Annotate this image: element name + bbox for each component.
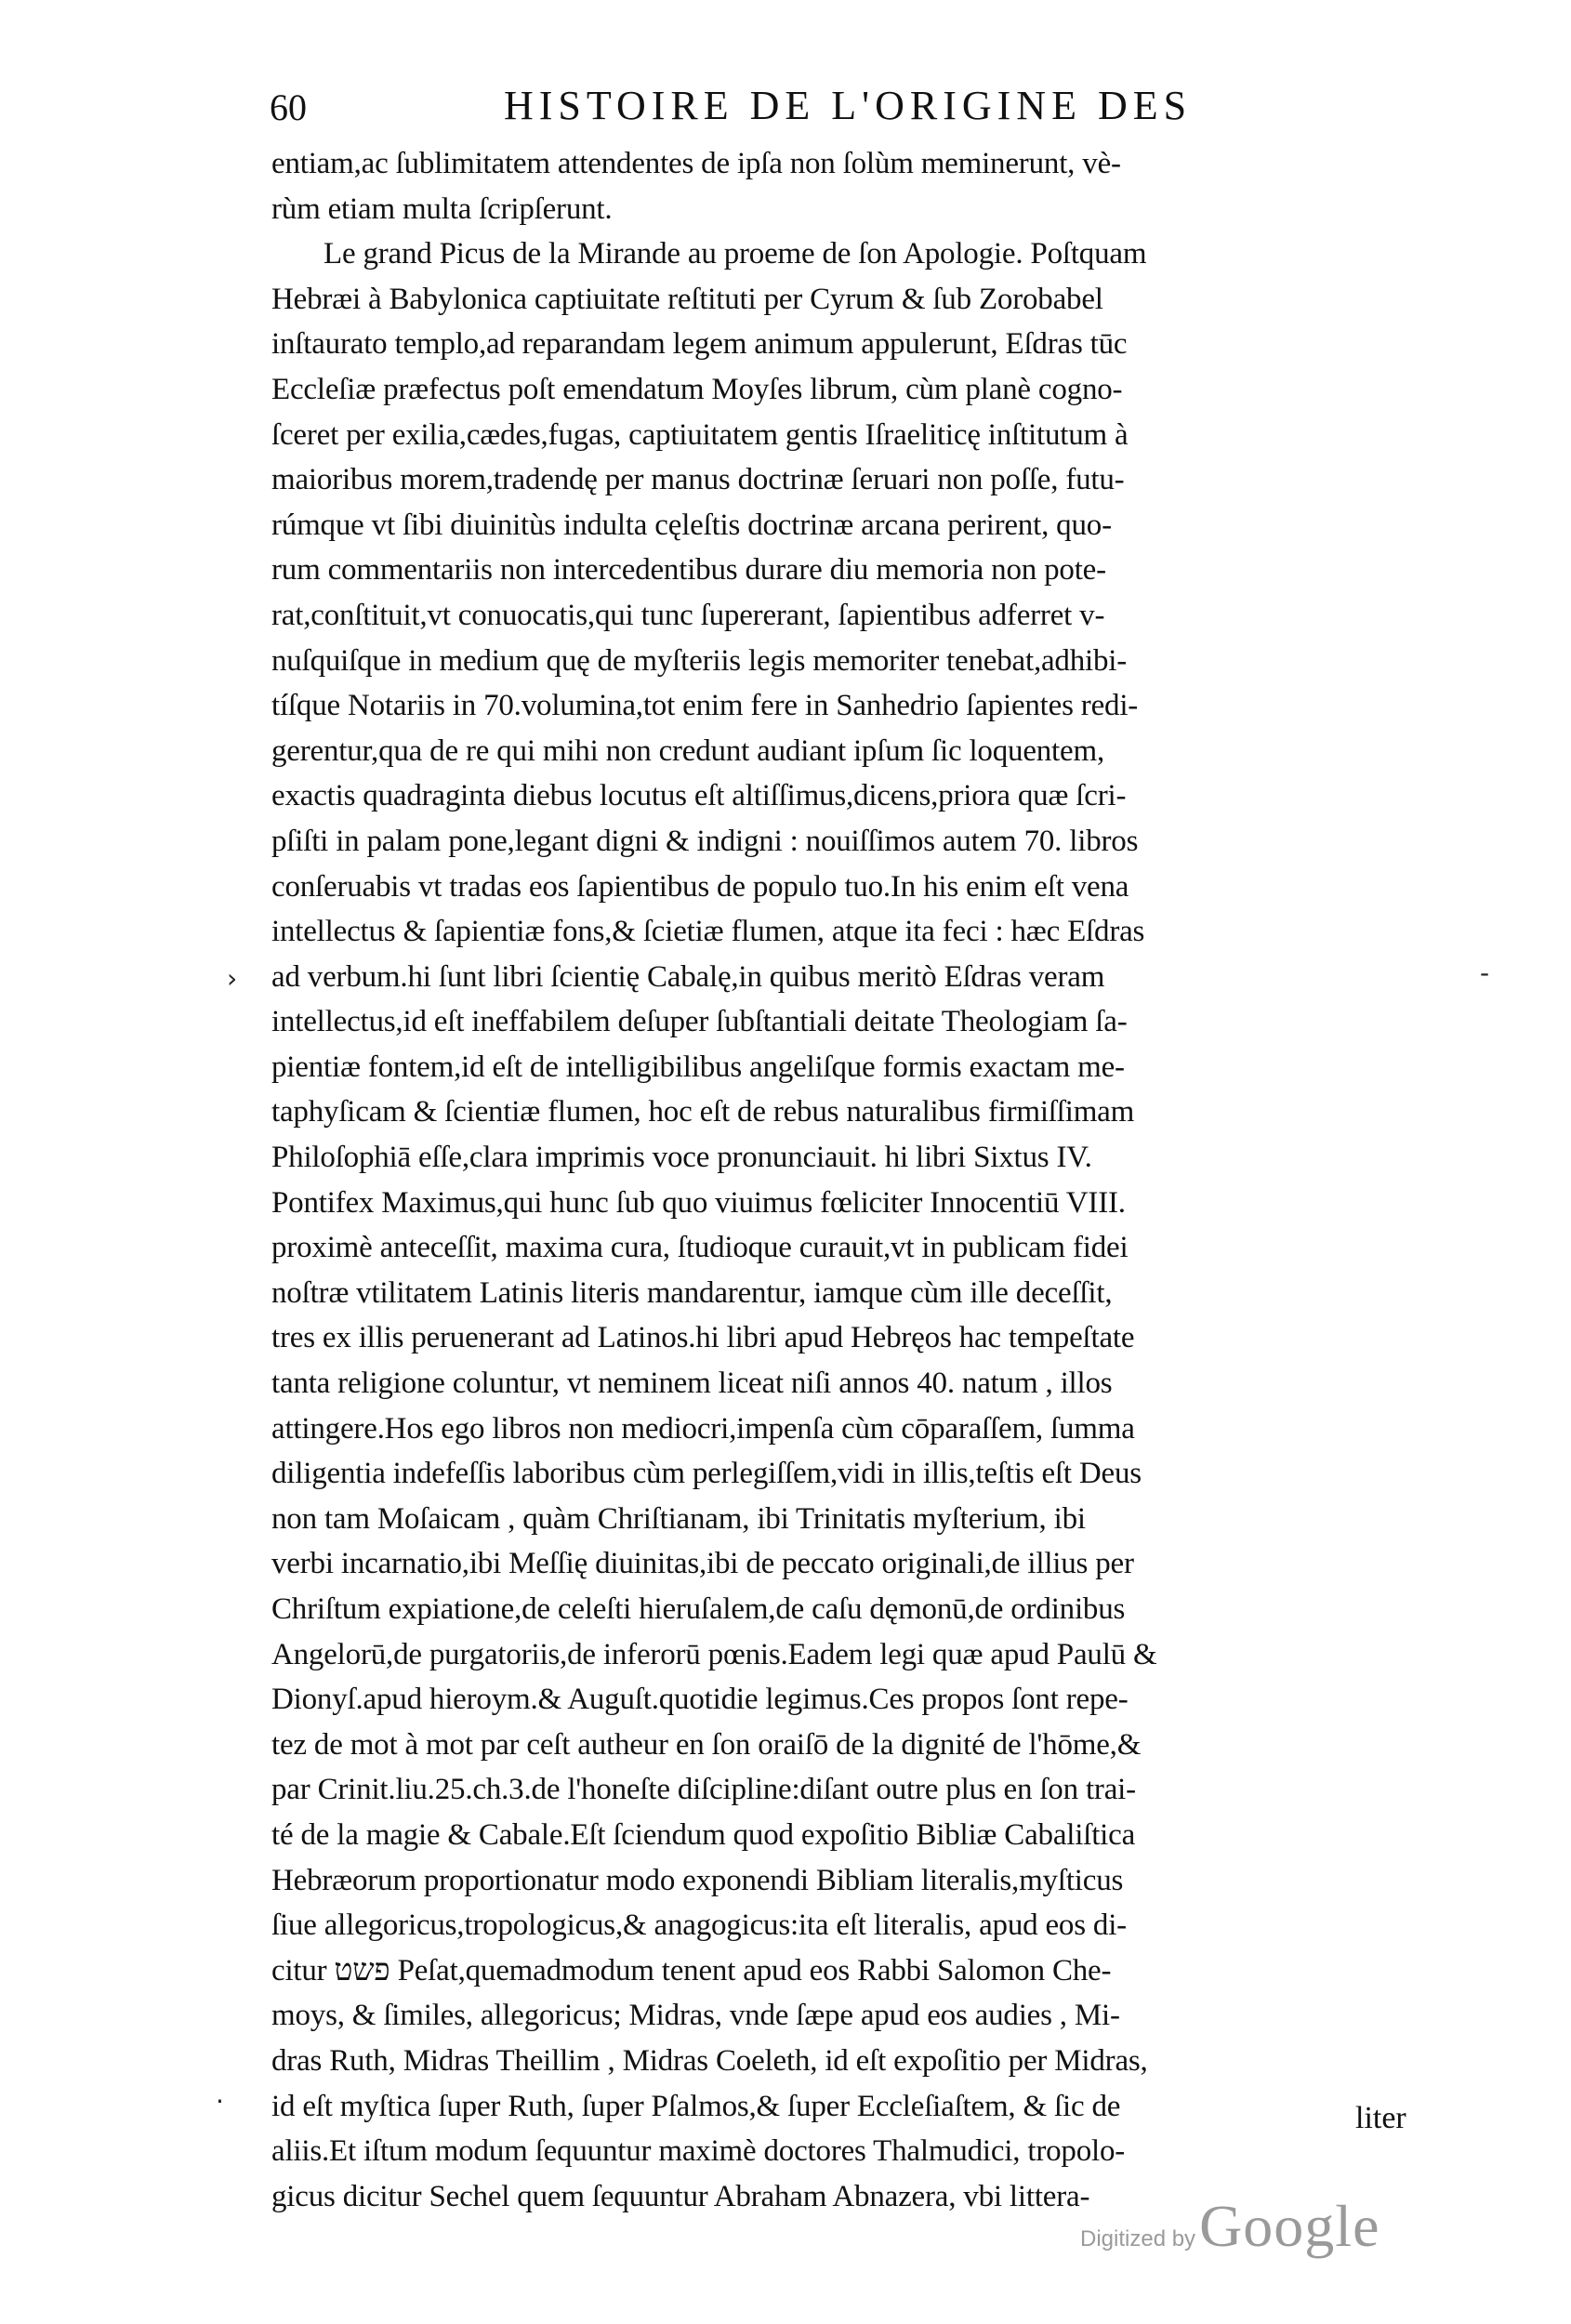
text-line: pſiſti in palam pone,legant digni & indigni : nouiſſimos autem 70. libros xyxy=(271,824,1139,858)
text-line: entiam,ac ſublimitatem attendentes de ipſa non ſolùm meminerunt, vè- xyxy=(271,147,1121,180)
text-line: Hebræorum proportionatur modo exponendi Bibliam literalis,myſticus xyxy=(271,1863,1124,1897)
text-line: diligentia indefeſſis laboribus cùm perlegiſſem,vidi in illis,teſtis eſt Deus xyxy=(271,1457,1142,1491)
text-line: rat,conſtituit,vt conuocatis,qui tunc ſupererant, ſapientibus adferret v- xyxy=(271,598,1105,632)
text-line: taphyſicam & ſcientiæ flumen, hoc eſt de rebus naturalibus firmiſſimam xyxy=(271,1095,1135,1129)
text-line: noſtræ vtilitatem Latinis literis mandarentur, iamque cùm ille deceſſit, xyxy=(271,1275,1113,1310)
text-line: rum commentariis non intercedentibus durare diu memoria non pote- xyxy=(271,553,1106,588)
text-line: tanta religione coluntur, vt neminem liceat niſi annos 40. natum , illos xyxy=(271,1367,1113,1401)
text-line: Eccleſiæ præfectus poſt emendatum Moyſes librum, cùm planè cogno- xyxy=(271,372,1123,406)
text-line: Dionyſ.apud hieroym.& Auguſt.quotidie legimus.Ces propos ſont repe- xyxy=(271,1683,1129,1717)
text-line: Pontifex Maximus,qui hunc ſub quo viuimus fœliciter Innocentiū VIII. xyxy=(271,1185,1126,1220)
catchword: liter xyxy=(1355,2101,1406,2135)
text-line: proximè anteceſſit, maxima cura, ſtudioque curauit,vt in publicam fidei xyxy=(271,1231,1129,1265)
text-line: gicus dicitur Sechel quem ſequuntur Abraham Abnazera, vbi littera- xyxy=(271,2179,1090,2213)
text-line: rùm etiam multa ſcripſerunt. xyxy=(271,191,613,226)
text-line: dras Ruth, Midras Theillim , Midras Coeleth, id eſt expoſitio per Midras, xyxy=(271,2043,1148,2078)
text-line: intellectus,id eſt ineffabilem deſuper ſubſtantiali deitate Theologiam ſa- xyxy=(271,1005,1128,1039)
text-line: Chriſtum expiatione,de celeſti hieruſalem,de caſu dęmonū,de ordinibus xyxy=(271,1592,1126,1626)
text-line: moys, & ſimiles, allegoricus; Midras, vnde ſæpe apud eos audies , Mi- xyxy=(271,1999,1120,2033)
running-title: HISTOIRE DE L'ORIGINE DES xyxy=(504,83,1193,128)
text-line: tez de mot à mot par ceſt autheur en ſon oraiſō de la dignité de l'hōme,& xyxy=(271,1727,1142,1762)
body-text xyxy=(271,141,1465,2265)
text-line: maioribus morem,tradendę per manus doctrinæ ſeruari non poſſe, futu- xyxy=(271,463,1125,497)
text-line: aliis.Et iſtum modum ſequuntur maximè doctores Thalmudici, tropolo- xyxy=(271,2134,1126,2169)
text-line: intellectus & ſapientiæ fons,& ſcietiæ flumen, atque ita feci : hæc Eſdras xyxy=(271,915,1145,949)
text-line: ſiue allegoricus,tropologicus,& anagogicus:ita eſt literalis, apud eos di- xyxy=(271,1908,1127,1943)
text-line: exactis quadraginta diebus locutus eſt altiſſimus,dicens,priora quæ ſcri- xyxy=(271,779,1127,813)
text-line: citur פשט Peſat,quemadmodum tenent apud eos Rabbi Salomon Che- xyxy=(271,1953,1112,1987)
margin-mark-left: › xyxy=(227,963,238,994)
text-line: ad verbum.hi ſunt libri ſcientię Cabalę,in quibus meritò Eſdras veram xyxy=(271,959,1105,994)
text-line: non tam Moſaicam , quàm Chriſtianam, ibi Trinitatis myſterium, ibi xyxy=(271,1501,1086,1536)
page-number: 60 xyxy=(270,86,307,128)
text-line: verbi incarnatio,ibi Meſſię diuinitas,ibi de peccato originali,de illius per xyxy=(271,1547,1134,1581)
text-line: tres ex illis peruenerant ad Latinos.hi libri apud Hebręos hac tempeſtate xyxy=(271,1321,1135,1355)
text-line: tíſque Notariis in 70.volumina,tot enim fere in Sanhedrio ſapientes redi- xyxy=(271,689,1139,723)
google-digitized-watermark xyxy=(1080,2192,1380,2261)
text-line: Le grand Picus de la Mirande au proeme de ſon Apologie. Poſtquam xyxy=(323,237,1147,271)
text-line: id eſt myſtica ſuper Ruth, ſuper Pſalmos,& ſuper Eccleſiaſtem, & ſic de xyxy=(271,2089,1121,2123)
text-line: nuſquiſque in medium quę de myſteriis legis memoriter tenebat,adhibi- xyxy=(271,643,1128,678)
text-line: pientiæ fontem,id eſt de intelligibilibus angeliſque formis exactam me- xyxy=(271,1050,1125,1084)
margin-mark-right: - xyxy=(1480,957,1490,988)
text-line: Philoſophiā eſſe,clara imprimis voce pronunciauit. hi libri Sixtus IV. xyxy=(271,1141,1092,1175)
text-line: attingere.Hos ego libros non mediocri,impenſa cùm cōparaſſem, ſumma xyxy=(271,1411,1135,1446)
digitized-by-text: Digitized by xyxy=(1080,2226,1196,2251)
margin-dot: · xyxy=(216,2086,224,2117)
page-header xyxy=(270,82,1320,138)
text-line: ſceret per exilia,cædes,fugas, captiuitatem gentis Iſraeliticę inſtitutum à xyxy=(271,417,1129,452)
text-line: Angelorū,de purgatoriis,de inferorū pœnis.Eadem legi quæ apud Paulū & xyxy=(271,1637,1157,1671)
text-line: Hebræi à Babylonica captiuitate reſtituti per Cyrum & ſub Zorobabel xyxy=(271,282,1103,316)
text-line: conſeruabis vt tradas eos ſapientibus de populo tuo.In his enim eſt vena xyxy=(271,869,1129,904)
text-line: inſtaurato templo,ad reparandam legem animum appulerunt, Eſdras tūc xyxy=(271,327,1128,362)
google-logo-text: Google xyxy=(1199,2193,1380,2259)
text-line: rúmque vt ſibi diuinitùs indulta cęleſtis doctrinæ arcana perirent, quo- xyxy=(271,508,1112,542)
text-line: té de la magie & Cabale.Eſt ſciendum quod expoſitio Bibliæ Cabaliſtica xyxy=(271,1817,1136,1852)
text-line: par Crinit.liu.25.ch.3.de l'honeſte diſcipline:diſant outre plus en ſon trai- xyxy=(271,1773,1136,1807)
text-line: gerentur,qua de re qui mihi non credunt audiant ipſum ſic loquentem, xyxy=(271,733,1104,768)
